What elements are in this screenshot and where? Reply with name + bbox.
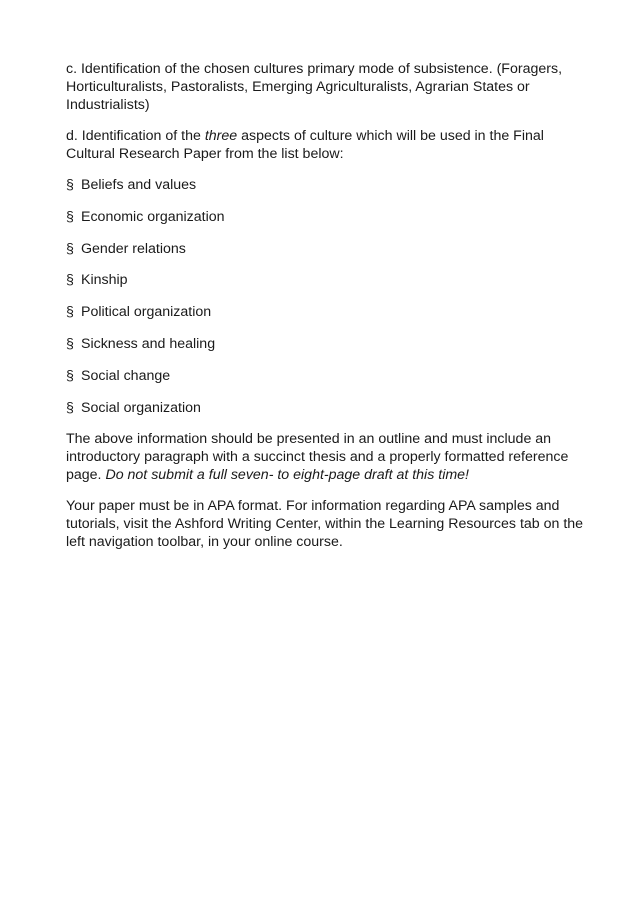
section-sign-icon: § [66,272,74,289]
list-item-label: Beliefs and values [81,177,197,193]
section-sign-icon: § [66,304,74,321]
list-item [66,240,586,258]
list-item [66,399,586,417]
outline-instructions-emphasis: Do not submit a full seven- to eight-page draft at this time! [105,467,469,484]
list-item-label: Gender relations [81,240,186,257]
list-item-label: Economic organization [81,208,225,225]
aspects-intro-text: d. Identification of the [66,128,205,144]
paragraph-aspects-intro [66,127,586,163]
list-item [66,303,586,321]
paragraph-subsistence: c. Identification of the chosen cultures primary mode of subsistence. (Foragers, Horticulturalists, Pastoralists, Emerging Agriculturalists, Agrarian States or Industrialists) [66,61,563,113]
list-item-label: Political organization [81,304,212,321]
outline-instructions-text: The above information should be presented in an outline and must include an introductory paragraph with a succinct thesis and a properly formatted reference page. [66,431,569,484]
section-sign-icon: § [66,208,74,225]
list-item [66,176,586,194]
list-item-label: Sickness and healing [81,335,216,352]
section-sign-icon: § [66,367,74,384]
list-item [66,271,586,289]
list-item-label: Kinship [81,272,128,289]
list-item-label: Social organization [81,399,201,416]
aspects-list [66,176,586,417]
aspects-intro-emphasis: three [204,128,238,144]
list-item-label: Social change [81,367,171,384]
list-item [66,335,586,353]
paragraph-apa-format: Your paper must be in APA format. For information regarding APA samples and tutorials, visit the Ashford Writing Center, within the Learning Resources tab on the left navigation toolbar, in your online course. [66,498,584,551]
section-sign-icon: § [66,177,74,193]
document-page [66,60,586,564]
section-sign-icon: § [66,399,74,416]
section-sign-icon: § [66,240,74,257]
list-item [66,367,586,385]
list-item [66,208,586,226]
section-sign-icon: § [66,335,74,352]
paragraph-outline-instructions [66,430,586,484]
aspects-intro-text-end: aspects of culture which will be used in the Final Cultural Research Paper from the list below: [66,128,544,162]
